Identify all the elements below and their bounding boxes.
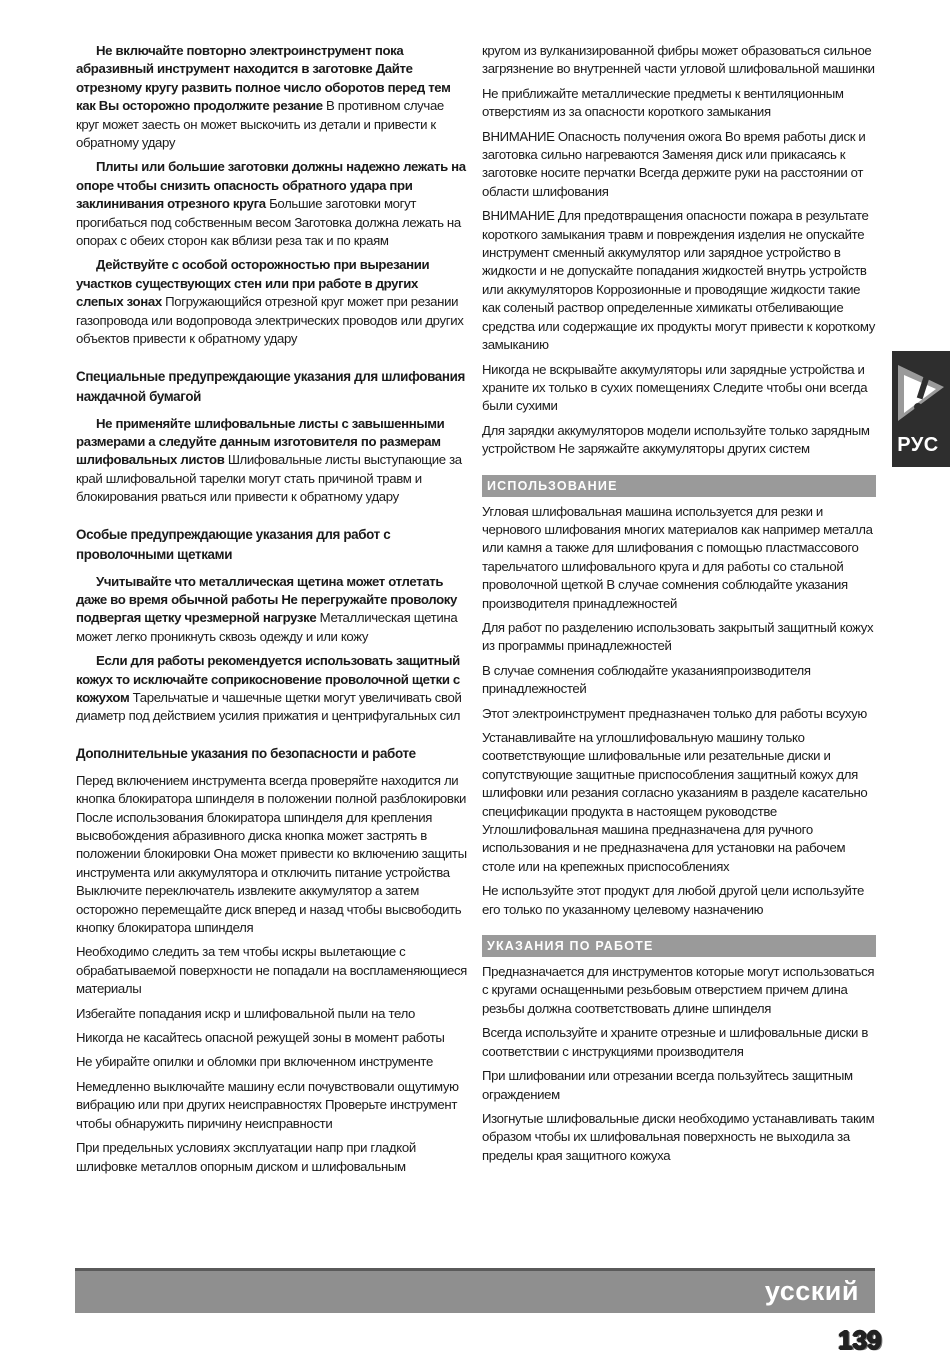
paragraph-text: Этот электроинструмент предназначен только для работы всухую [482,705,867,721]
paragraph-text: Избегайте попадания искр и шлифовальной пыли на тело [76,1005,416,1021]
paragraph-text: Устанавливайте на углошлифовальную машину только соответствующие шлифовальные или резательные диски и сопутствующие защитные приспособления защитный кожух для шлифовки или резания согласно указаниям в разделе касательно спецификации продукта в настоящем руководстве Углошлифовальная машина предназначена для ручного использования и не предназначена для установки на рабочем столе или на крепежных приспособлениях [482,730,868,874]
paragraph-text: ВНИМАНИЕ Опасность получения ожога Во время работы диск и заготовка сильно нагреваются Заменяя диск или прикасаясь к заготовке носите перчатки Всегда держите руки на расстоянии от области шлифования [482,128,866,199]
paragraph [482,1110,876,1165]
warning-lead: Действуйте с особой осторожностью при вырезании участков существующих стен или при работе в других слепых зонах [76,257,430,310]
paragraph [482,85,876,122]
paragraph-text: В противном случае круг может заесть он может выскочить из детали и привести к обратному удару [76,98,444,151]
language-tab-label: РУС [897,434,939,456]
warning-lead: Не включайте повторно электроинструмент пока абразивный инструмент находится в заготовке Дайте отрезному кругу развить полное число оборотов перед тем как Вы осторожно продолжите резание [76,43,451,114]
paragraph [482,705,876,723]
paragraph [76,1029,468,1047]
warning-lead: Если для работы рекомендуется использовать защитный кожух то исключайте соприкосновение проволочной щетки с кожухом [76,653,460,705]
paragraph-text: Немедленно выключайте машину если почувствовали ощутимую вибрацию или при других неисправностях Проверьте инструмент чтобы обнаружить пиричину неисправности [76,1078,459,1131]
paragraph [76,1053,468,1071]
paragraph-text: Никогда не касайтесь опасной режущей зоны в момент работы [76,1030,445,1046]
paragraph-text: Изогнутые шлифовальные диски необходимо устанавливать таким образом чтобы их шлифовальная поверхность не выходила за пределы края защитного кожуха [482,1110,875,1163]
paragraph [482,963,876,1018]
paragraph [482,619,876,656]
warning-paragraph [76,573,468,647]
warning-lead: Учитывайте что металлическая щетина может отлетать даже во время обычной работы Не перегружайте проволоку подвергая щетку чрезмерной нагрузке [76,573,458,626]
section-band-heading: ИСПОЛЬЗОВАНИЕ [482,475,876,497]
paragraph-text: Не используйте этот продукт для любой другой цели используйте его только по указанному целевому назначению [482,883,865,917]
warning-paragraph [76,652,468,726]
footer-bar [75,1268,875,1313]
paragraph-text: Необходимо следить за тем чтобы искры вылетающие с обрабатываемой поверхности не попадали на воспламеняющиеся материалы [76,944,467,997]
language-tab [892,351,950,467]
paragraph [482,361,876,416]
paragraph-text: При предельных условиях эксплуатации напр при гладкой шлифовке металлов опорным диском и шлифовальным [76,1140,416,1174]
paragraph-text: Перед включением инструмента всегда проверяйте находится ли кнопка блокиратора шпинделя в положении полной разблокировки После использования блокиратора шпинделя для крепления высвобождения абразивного диска кнопка может застрять в положении блокировки Она может привести ко включению защиты инструмента или аккумулятора и отключить питание устройства Выключите переключатель извлеките аккумулятор а затем осторожно перемещайте диск вперед и назад чтобы высвободить кнопку блокиратора шпинделя [76,772,467,936]
paragraph-text: Не убирайте опилки и обломки при включенном инструменте [76,1054,433,1070]
paragraph-text: Большие заготовки могут прогибаться под собственным весом Заготовка должна лежать на опорах с обеих сторон как вблизи реза так и по краям [76,196,461,249]
warning-lead: Не применяйте шлифовальные листы с завышенными размерами а следуйте данным изготовителя по размерам шлифовальных листов [76,415,445,468]
paragraph-text: Не приближайте металлические предметы к вентиляционным отверстиям из за опасности короткого замыкания [482,85,844,120]
paragraph [482,729,876,876]
section-heading: Специальные предупреждающие указания для шлифования наждачной бумагой [76,368,465,404]
paragraph-text: В случае сомнения соблюдайте указанияпроизводителя принадлежностей [482,662,811,697]
paragraph [482,882,876,919]
paragraph-text: Никогда не вскрывайте аккумуляторы или зарядные устройства и храните их только в сухих помещениях Следите чтобы они всегда были сухими [482,361,868,414]
paragraph [482,1067,876,1104]
paragraph [76,943,468,998]
warning-paragraph [76,415,468,507]
warning-triangle-icon [894,359,948,425]
paragraph-text: Предназначается для инструментов которые могут использоваться с кругами оснащенными резьбовым отверстием причем длина резьбы должна соответствовать длине шпинделя [482,964,875,1016]
paragraph [76,772,468,938]
paragraph-text: Для работ по разделению использовать закрытый защитный кожух из программы принадлежностей [482,619,874,654]
footer-language-label: усский [764,1276,859,1306]
paragraph [482,662,876,699]
paragraph-text: При шлифовании или отрезании всегда пользуйтесь защитным ограждением [482,1068,853,1102]
paragraph [482,42,876,79]
paragraph [482,1024,876,1061]
warning-paragraph [76,158,468,250]
warning-paragraph [76,42,468,152]
section-heading: Дополнительные указания по безопасности и работе [76,745,416,761]
right-column [482,42,876,1171]
paragraph [482,422,876,459]
paragraph [76,1139,468,1176]
paragraph [482,128,876,202]
paragraph [482,207,876,354]
paragraph-text: Тарельчатые и чашечные щетки могут увеличивать свой диаметр под действием усилия прижатия и центрифугальных сил [76,689,462,724]
left-column [76,42,468,1182]
paragraph-text: ВНИМАНИЕ Для предотвращения опасности пожара в результате короткого замыкания травм и повреждения изделия не опускайте инструмент сменный аккумулятор или зарядное устройство в жидкости и не допускайте попадания жидкостей внутрь устройств или аккумуляторов Коррозионные и проводящие жидкости такие как соленый раствор определенные химикаты отбеливающие средства или содержащие их продукты могут привести к короткому замыканию [482,208,875,353]
paragraph [482,503,876,613]
paragraph-text: Угловая шлифовальная машина используется для резки и чернового шлифования многих материалов как например металла или камня а также для шлифования с помощью пластмассового тарельчатого шлифовального круга и для работы со стальной проволочной щеткой В случае сомнения соблюдайте указания производителя принадлежностей [482,503,873,611]
paragraph-text: Для зарядки аккумуляторов модели используйте только зарядным устройством Не заряжайте аккумуляторы других систем [482,422,870,457]
paragraph-text: Всегда используйте и храните отрезные и шлифовальные диски в соответствии с инструкциями производителя [482,1025,869,1059]
paragraph [76,1005,468,1023]
section-band-heading: УКАЗАНИЯ ПО РАБОТЕ [482,935,876,957]
paragraph-text: Погружающийся отрезной круг может при резании газопровода или водопровода электрических проводов или других объектов привести к обратному удару [76,294,464,347]
paragraph-text: Шлифовальные листы выступающие за край шлифовальной тарелки могут стать причиной травм и блокирования рваться или привести к обратному удару [76,452,462,505]
paragraph-text: Металлическая щетина может легко проникнуть сквозь одежду и или кожу [76,610,458,644]
warning-paragraph [76,256,468,348]
paragraph-text: кругом из вулканизированной фибры может образоваться сильное загрязнение во внутренней части угловой шлифовальной машинки [482,43,875,77]
section-heading: Особые предупреждающие указания для работ с проволочными щетками [76,526,391,562]
page-number: 139 [838,1325,882,1355]
paragraph [76,1078,468,1133]
warning-lead: Плиты или большие заготовки должны надежно лежать на опоре чтобы снизить опасность обратного удара при заклинивания отрезного круга [76,159,466,212]
